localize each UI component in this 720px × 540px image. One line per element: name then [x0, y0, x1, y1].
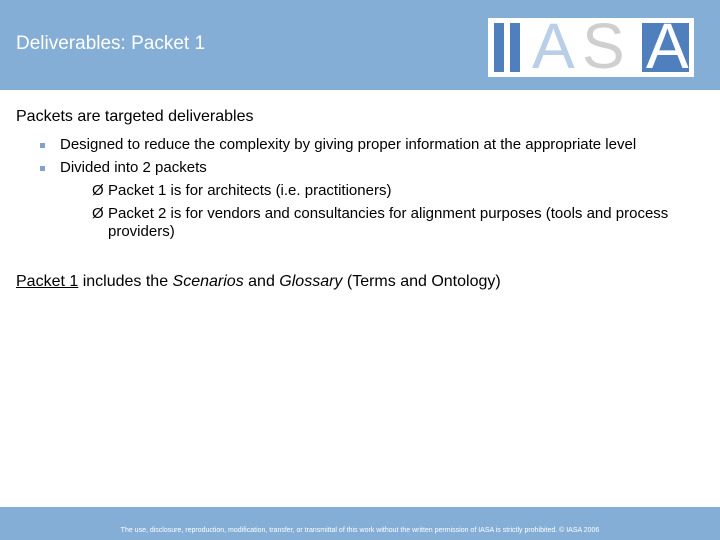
sub-bullet-text: Packet 1 is for architects (i.e. practitioners) — [108, 182, 392, 199]
bullet-text: Divided into 2 packets — [60, 159, 207, 176]
sub-bullet-1 — [92, 182, 700, 200]
arrow-bullet-icon: Ø — [92, 182, 104, 199]
logo-letter-a: A — [532, 10, 575, 82]
bullet-text: Designed to reduce the complexity by giving proper information at the appropriate level — [60, 136, 637, 153]
logo-letter-s: S — [582, 10, 625, 82]
bullet-2 — [40, 159, 700, 177]
logo-bar-2 — [510, 23, 520, 72]
paragraph-text-2: and — [243, 273, 280, 290]
copyright-notice: The use, disclosure, reproduction, modification, transfer, or transmittal of this work without the written permission of IASA is strictly prohibited. © IASA 2006 — [120, 527, 600, 534]
scenarios-term: Scenarios — [172, 273, 244, 290]
sub-bullet-text: Packet 2 is for vendors and consultancies for alignment purposes (tools and process providers) — [108, 205, 669, 240]
bullet-1 — [40, 136, 700, 154]
arrow-bullet-icon: Ø — [92, 205, 104, 222]
bullet-square-icon — [40, 143, 45, 148]
iasa-logo — [488, 10, 694, 82]
paragraph-text-3: (Terms and Ontology) — [342, 273, 501, 290]
sub-bullet-2 — [92, 205, 700, 241]
slide-footer — [0, 507, 720, 540]
summary-paragraph — [16, 273, 700, 291]
logo-tile-a — [642, 10, 689, 82]
slide-title: Deliverables: Packet 1 — [16, 33, 206, 54]
packet-1-link[interactable]: Packet 1 — [16, 273, 79, 290]
logo-letter-a2: A — [646, 10, 689, 82]
logo-bar-1 — [494, 23, 504, 72]
glossary-term: Glossary — [279, 273, 343, 290]
bullet-square-icon — [40, 166, 45, 171]
slide-content — [16, 108, 700, 291]
slide-header — [0, 0, 720, 90]
paragraph-text-1: includes the — [78, 273, 173, 290]
slide-heading: Packets are targeted deliverables — [16, 108, 254, 125]
